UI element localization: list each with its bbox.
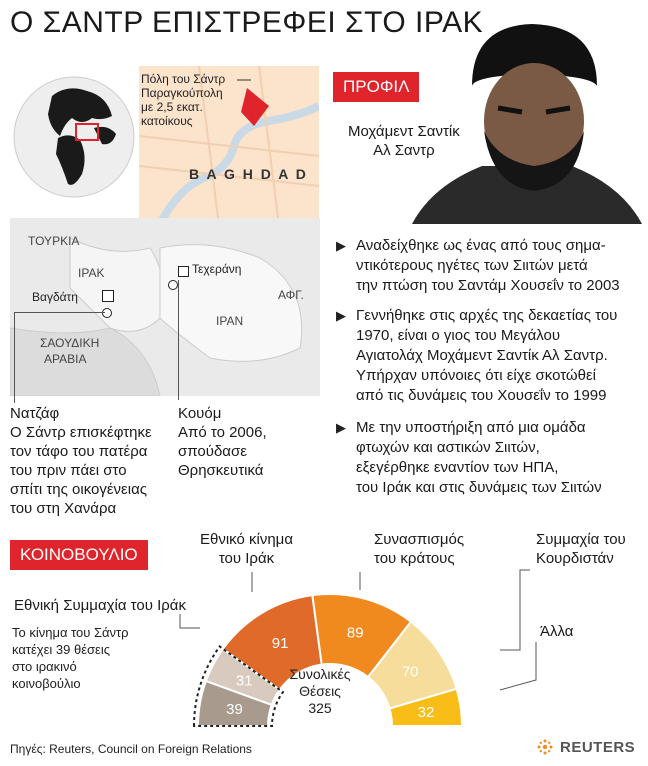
arrow-icon: ▶ xyxy=(336,420,346,435)
segment-value-0: 39 xyxy=(226,701,243,719)
label-national-movement-2: του Ιράκ xyxy=(218,550,275,567)
tehran-label: Τεχεράνη xyxy=(192,262,242,276)
note-line-3: στο ιρακινό xyxy=(12,659,77,674)
bullet-1-line-3: την πτώση του Σαντάμ Χουσεΐν το 2003 xyxy=(356,277,620,294)
sadr-city-label-4: κατοίκους xyxy=(141,114,193,128)
arrow-icon: ▶ xyxy=(336,308,346,323)
profile-header: ΠΡΟΦΙΛ xyxy=(333,72,419,102)
qom-text-2: σπούδασε xyxy=(178,443,247,460)
parliament-header: ΚΟΙΝΟΒΟΥΛΙΟ xyxy=(10,540,148,570)
bullet-2-line-4: Υπήρχαν υπόνοιες ότι είχε σκοτώθεί xyxy=(356,367,596,384)
segment-value-3: 89 xyxy=(346,624,364,642)
bullet-2-line-1: Γεννήθηκε στις αρχές της δεκαετίας του xyxy=(356,307,618,324)
label-coalition-1: Συνασπισμός xyxy=(374,531,465,548)
arrow-icon: ▶ xyxy=(336,238,346,253)
bullet-1-line-1: Αναδείχθηκε ως ένας από τους σημα- xyxy=(356,237,606,254)
note-line-1: Το κίνημα του Σάντρ xyxy=(12,625,129,640)
segment-value-5: 32 xyxy=(417,704,435,722)
total-value: 325 xyxy=(308,700,332,716)
najaf-text-4: σπίτι της οικογένειας xyxy=(10,481,147,498)
label-coalition-2: του κράτους xyxy=(374,550,455,567)
iraq-label: ΙΡΑΚ xyxy=(78,266,105,280)
qom-text-3: Θρησκευτικά xyxy=(178,462,264,479)
total-label-1: Συνολικές xyxy=(289,666,351,682)
note-line-2: κατέχει 39 θέσεις xyxy=(12,642,110,657)
bullet-2-line-2: 1970, είναι ο γιος του Μεγάλου xyxy=(356,327,561,344)
label-national-movement-1: Εθνικό κίνημα xyxy=(200,531,293,548)
reuters-wordmark: REUTERS xyxy=(560,738,636,756)
bullet-3-line-1: Με την υποστήριξη από μια ομάδα xyxy=(356,419,586,436)
source-text: Πηγές: Reuters, Council on Foreign Relations xyxy=(10,742,252,756)
najaf-text-2: τον τάφο του πατέρα xyxy=(10,443,148,460)
page-title: Ο ΣΑΝΤΡ ΕΠΙΣΤΡΕΦΕΙ ΣΤΟ ΙΡΑΚ xyxy=(10,6,484,39)
qom-text-1: Από το 2006, xyxy=(178,424,267,441)
bullet-1-line-2: ντικότερους ηγέτες των Σιιτών μετά xyxy=(356,257,588,274)
reuters-logo xyxy=(536,738,635,756)
najaf-text-5: του στη Χανάρα xyxy=(10,500,117,517)
najaf-text-1: Ο Σάντρ επισκέφτηκε xyxy=(10,424,152,441)
total-block xyxy=(282,666,358,717)
iran-label: ΙΡΑΝ xyxy=(216,314,244,328)
segment-value-1: 31 xyxy=(235,672,253,690)
qom-name: Κουόμ xyxy=(178,405,222,422)
sadr-city-label-3: με 2,5 εκατ. xyxy=(141,100,203,114)
note-line-4: κοινοβούλιο xyxy=(12,676,81,691)
najaf-text-3: του πριν πάει στο xyxy=(10,462,127,479)
label-kurdistan-1: Συμμαχία του xyxy=(536,531,626,548)
bullet-3-line-2: φτωχών και αστικών Σιιτών, xyxy=(356,439,540,456)
sadr-city-label-2: Παραγκούπολη xyxy=(141,86,223,100)
bullet-3-line-4: του Ιράκ και στις δυνάμεις των Σιιτών xyxy=(356,479,602,496)
baghdad-name: B A G H D A D xyxy=(189,166,308,182)
sadr-city-label-1: Πόλη του Σάντρ xyxy=(141,72,226,86)
total-label-2: Θέσεις xyxy=(299,683,341,699)
segment-value-2: 91 xyxy=(271,634,289,652)
label-kurdistan-2: Κουρδιστάν xyxy=(536,550,614,567)
bullet-2-line-5: από τις δυνάμεις του Χουσεΐν το 1999 xyxy=(356,387,607,404)
profile-name-1: Μοχάμεντ Σαντίκ xyxy=(348,123,460,140)
profile-name-2: Αλ Σαντρ xyxy=(373,142,435,159)
label-other: Άλλα xyxy=(540,623,574,640)
reuters-mark-icon xyxy=(536,738,554,756)
bullet-3-line-3: εξεγέρθηκε εναντίον των ΗΠΑ, xyxy=(356,459,559,476)
label-national-alliance: Εθνική Συμμαχία του Ιράκ xyxy=(14,597,186,614)
segment-value-4: 70 xyxy=(401,663,419,681)
bullet-2-line-3: Αγιατολάχ Μοχάμεντ Σαντίκ Αλ Σαντρ. xyxy=(356,347,608,364)
saudi-label-1: ΣΑΟΥΔΙΚΗ xyxy=(40,336,100,350)
saudi-label-2: ΑΡΑΒΙΑ xyxy=(44,352,87,366)
turkey-label: ΤΟΥΡΚΙΑ xyxy=(28,234,80,248)
afghanistan-label: ΑΦΓ. xyxy=(278,288,304,302)
najaf-name: Νατζάφ xyxy=(10,405,60,422)
baghdad-label: Βαγδάτη xyxy=(32,290,78,304)
